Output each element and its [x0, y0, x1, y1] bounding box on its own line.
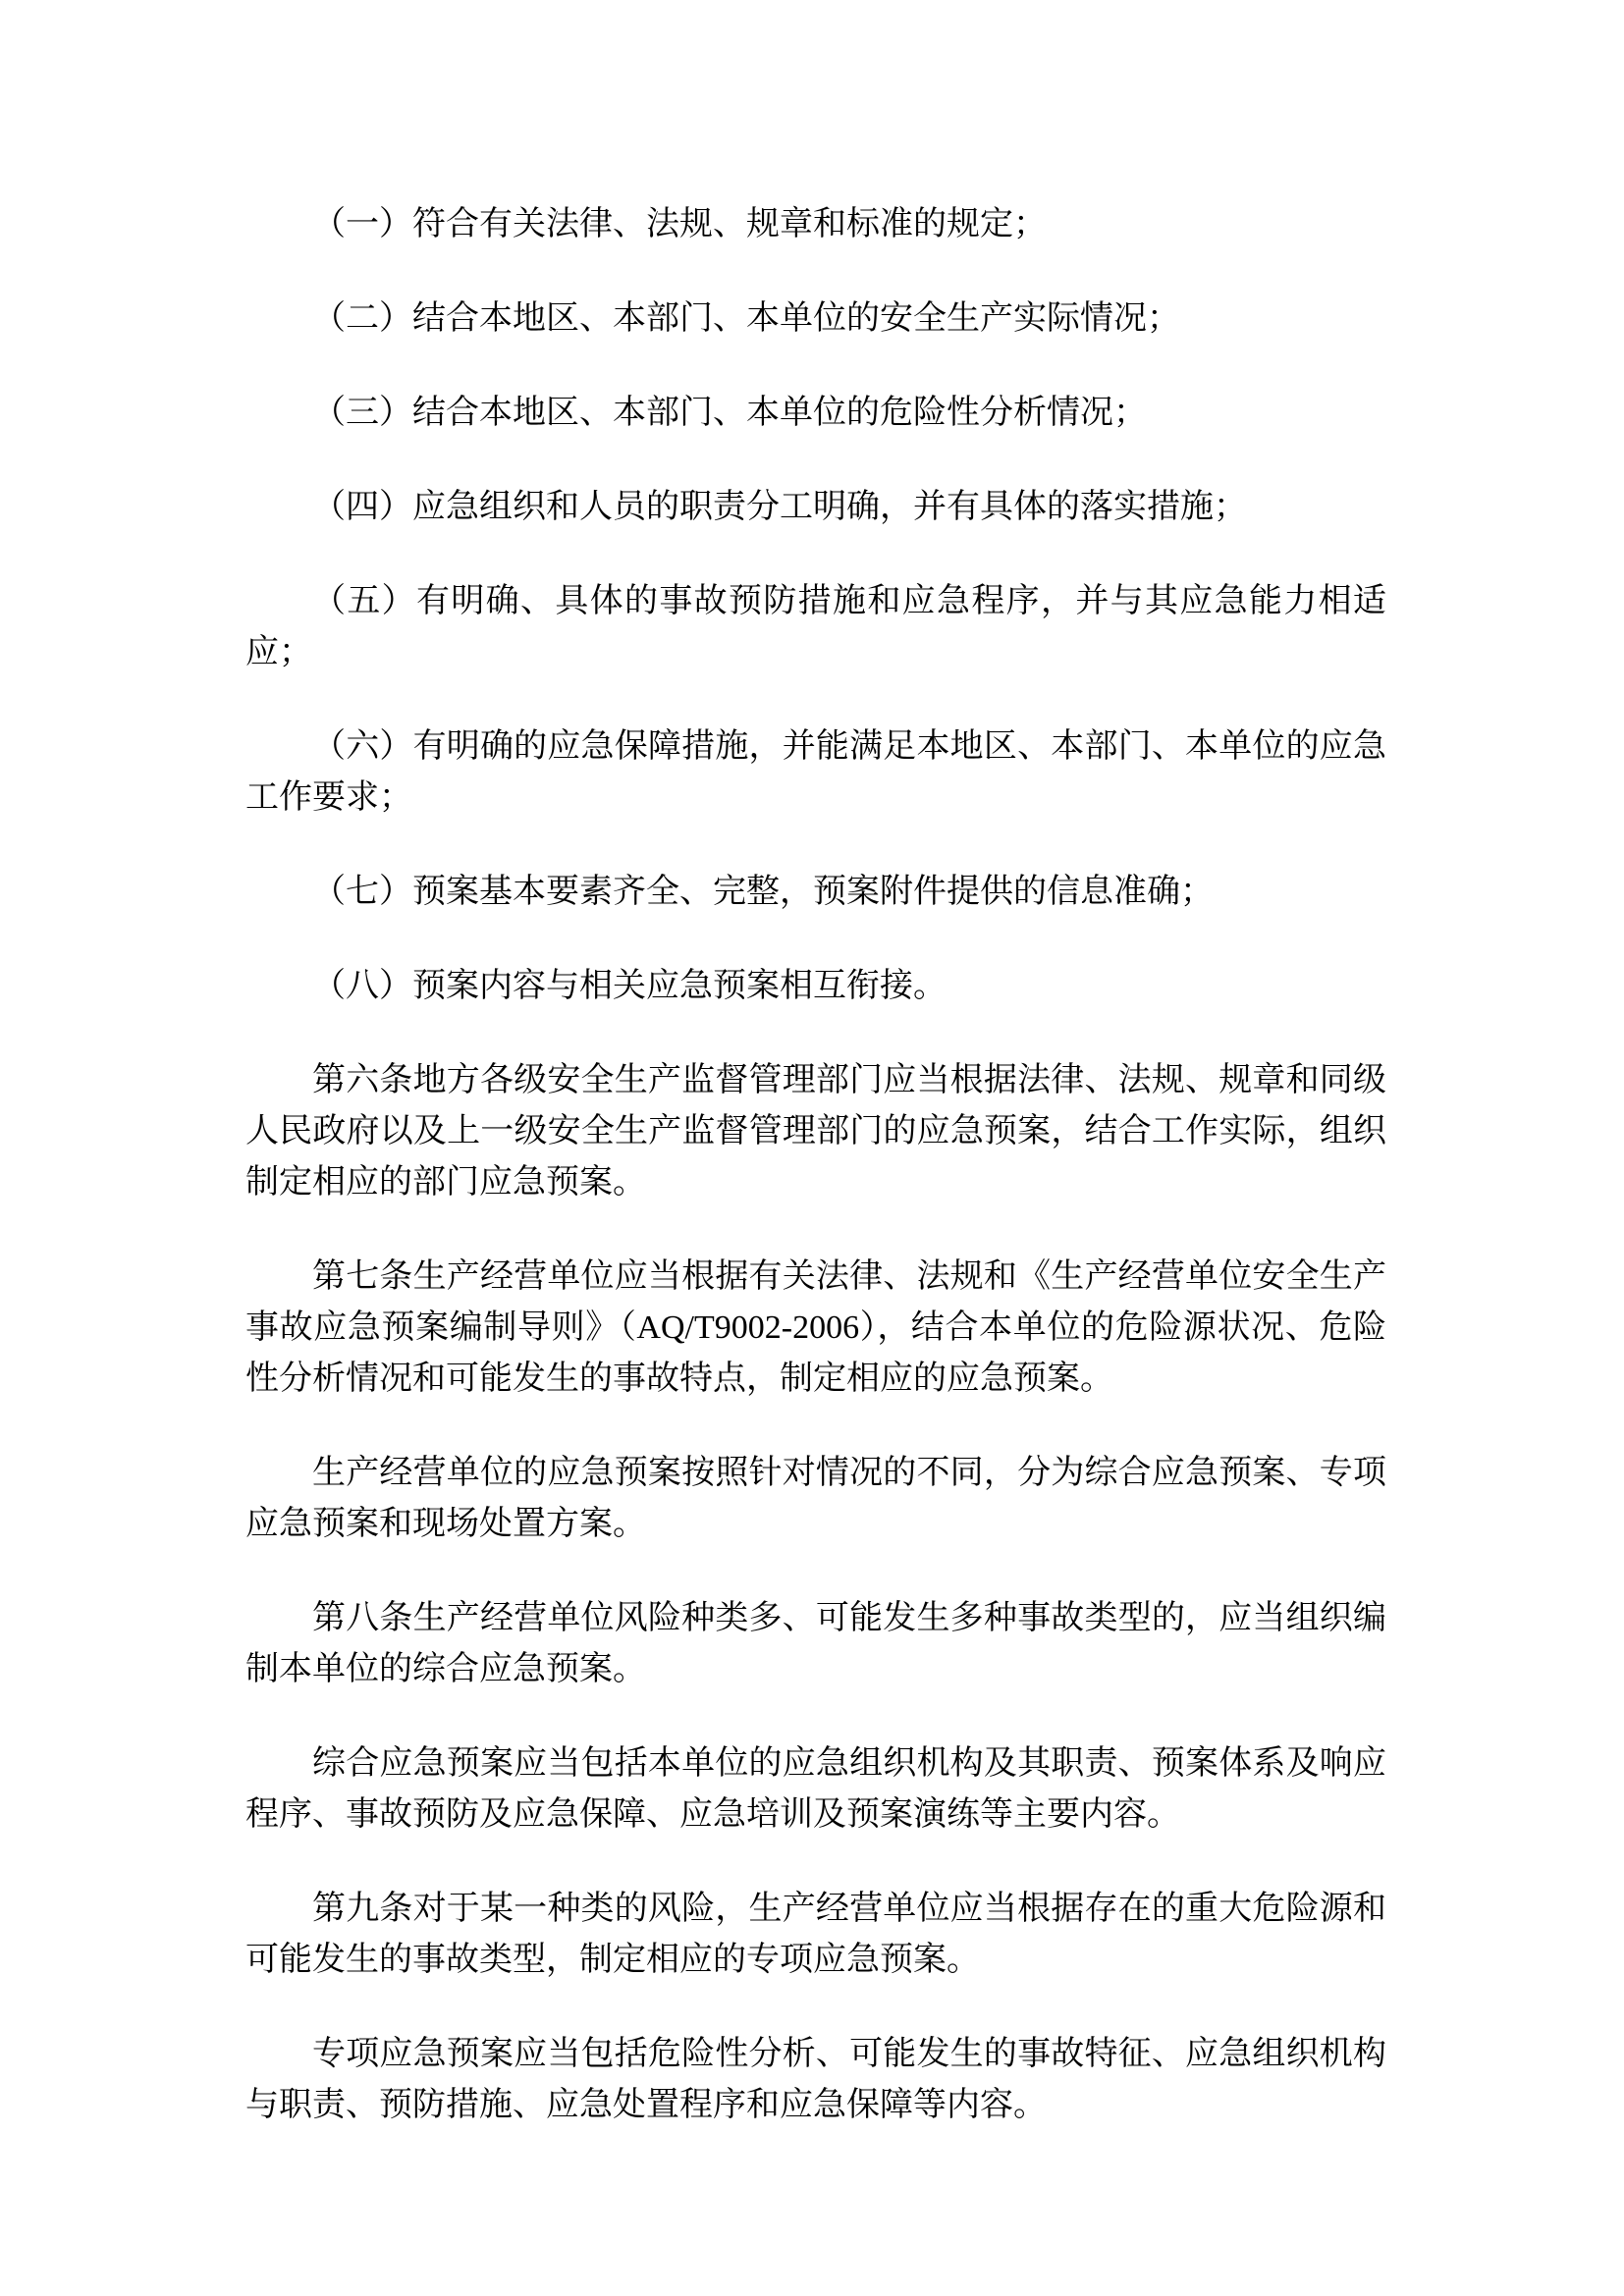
paragraph-item-3: （三）结合本地区、本部门、本单位的危险性分析情况；: [312, 395, 1147, 431]
document-page: [245, 199, 1386, 2131]
paragraph-article-9: 第九条对于某一种类的风险，生产经营单位应当根据存在的重大危险源和可能发生的事故类型，制定相应的专项应急预案。: [245, 1891, 1386, 1978]
paragraph-item-2: （二）结合本地区、本部门、本单位的安全生产实际情况；: [312, 300, 1180, 337]
paragraph-item-7: （七）预案基本要素齐全、完整，预案附件提供的信息准确；: [312, 874, 1214, 910]
paragraph-article-7-cont: 生产经营单位的应急预案按照针对情况的不同，分为综合应急预案、专项应急预案和现场处置方案。: [245, 1455, 1386, 1542]
paragraph-article-9-cont: 专项应急预案应当包括危险性分析、可能发生的事故特征、应急组织机构与职责、预防措施、应急处置程序和应急保障等内容。: [245, 2036, 1386, 2123]
paragraph-item-6: （六）有明确的应急保障措施，并能满足本地区、本部门、本单位的应急工作要求；: [245, 728, 1386, 816]
paragraph-article-8: 第八条生产经营单位风险种类多、可能发生多种事故类型的，应当组织编制本单位的综合应急预案。: [245, 1600, 1386, 1687]
paragraph-item-1: （一）符合有关法律、法规、规章和标准的规定；: [312, 206, 1047, 242]
paragraph-article-8-cont: 综合应急预案应当包括本单位的应急组织机构及其职责、预案体系及响应程序、事故预防及应急保障、应急培训及预案演练等主要内容。: [245, 1745, 1386, 1833]
paragraph-item-4: （四）应急组织和人员的职责分工明确，并有具体的落实措施；: [312, 489, 1247, 525]
paragraph-article-6: 第六条地方各级安全生产监督管理部门应当根据法律、法规、规章和同级人民政府以及上一级安全生产监督管理部门的应急预案，结合工作实际，组织制定相应的部门应急预案。: [245, 1062, 1386, 1201]
paragraph-article-7: 第七条生产经营单位应当根据有关法律、法规和《生产经营单位安全生产事故应急预案编制导则》（AQ/T9002-2006），结合本单位的危险源状况、危险性分析情况和可能发生的事故特点，制定相应的应急预案。: [245, 1258, 1386, 1397]
paragraph-item-5: （五）有明确、具体的事故预防措施和应急程序，并与其应急能力相适应；: [245, 583, 1386, 670]
paragraph-item-8: （八）预案内容与相关应急预案相互衔接。: [312, 968, 947, 1004]
